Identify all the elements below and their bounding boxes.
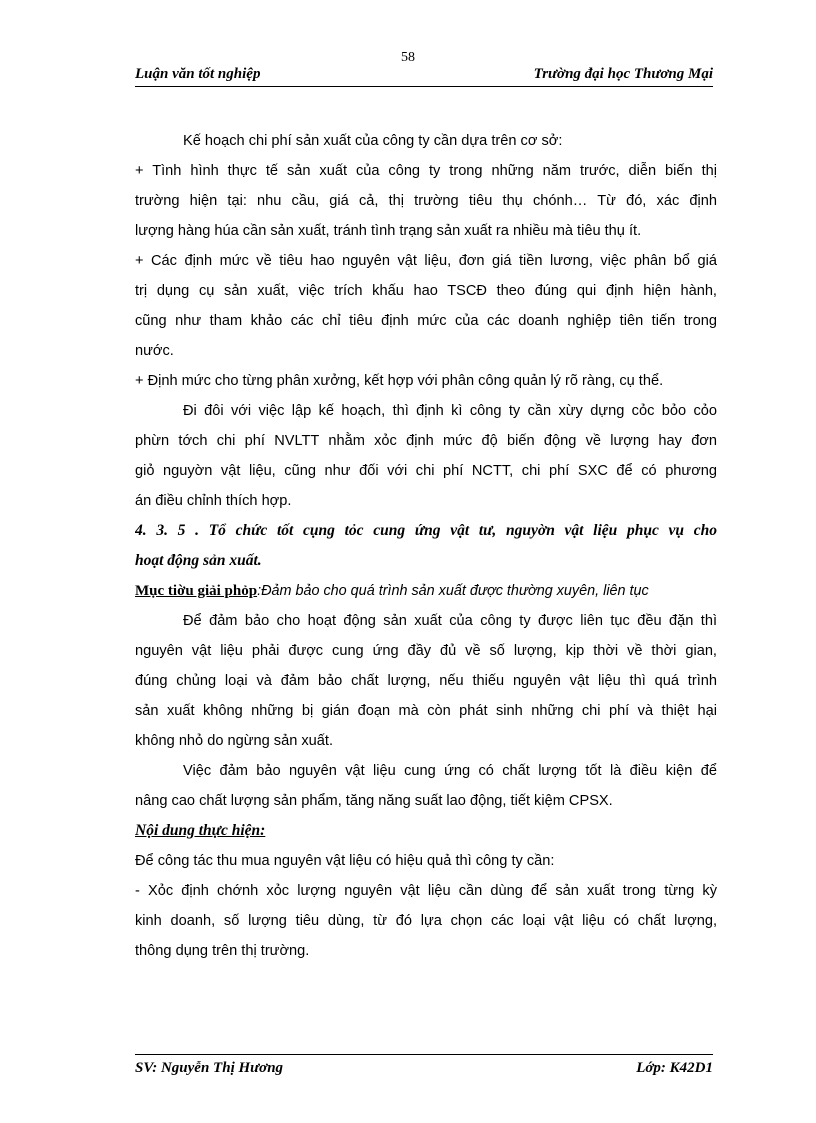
header-university: Trường đại học Thương Mại bbox=[533, 66, 713, 82]
paragraph-line: sản xuất không những bị gián đoạn mà còn phát sinh những chi phí và thiệt hại bbox=[135, 703, 717, 719]
section-label: Nội dung thực hiện: bbox=[135, 822, 266, 839]
paragraph-line: + Định mức cho từng phân xưởng, kết hợp với phân công quản lý rõ ràng, cụ thể. bbox=[135, 373, 664, 389]
paragraph-line: trị dụng cụ sản xuất, việc trích khấu hao TSCĐ theo đúng qui định hiện hành, bbox=[135, 283, 717, 299]
paragraph-line: cũng như tham khảo các chỉ tiêu định mức của các doanh nghiệp tiên tiến trong bbox=[135, 313, 717, 329]
goal-colon: : bbox=[257, 583, 262, 599]
paragraph-line: Việc đảm bảo nguyên vật liệu cung ứng có chất lượng tốt là điều kiện để bbox=[183, 763, 717, 779]
paragraph-line: giỏ nguyờn vật liệu, cũng như đối với chi phí NCTT, chi phí SXC để có phương bbox=[135, 463, 717, 479]
paragraph-line: trường hiện tại: nhu cầu, giá cả, thị trường tiêu thụ chónh… Từ đó, xác định bbox=[135, 193, 717, 209]
paragraph-line: án điều chỉnh thích hợp. bbox=[135, 493, 292, 509]
footer-class: Lớp: K42D1 bbox=[636, 1060, 713, 1076]
paragraph-line: nước. bbox=[135, 343, 174, 359]
paragraph-line: Đi đôi với việc lập kế hoạch, thì định kì công ty cần xừy dựng cỏc bỏo cỏo bbox=[183, 403, 717, 419]
paragraph-line: đúng chủng loại và đảm bảo chất lượng, nếu thiếu nguyên vật liệu thì quá trình bbox=[135, 673, 717, 689]
page-header bbox=[135, 66, 713, 87]
paragraph-line: lượng hàng húa cần sản xuất, tránh tình trạng sản xuất ra nhiều mà tiêu thụ ít. bbox=[135, 223, 642, 239]
paragraph-line: nâng cao chất lượng sản phẩm, tăng năng suất lao động, tiết kiệm CPSX. bbox=[135, 793, 613, 809]
page-footer bbox=[135, 1054, 713, 1079]
paragraph-line: + Các định mức về tiêu hao nguyên vật liệu, đơn giá tiền lương, việc phân bổ giá bbox=[135, 253, 717, 269]
goal-text: Đảm bảo cho quá trình sản xuất được thường xuyên, liên tục bbox=[261, 583, 649, 599]
paragraph-line: không nhỏ do ngừng sản xuất. bbox=[135, 733, 334, 749]
section-heading: hoạt động sản xuất. bbox=[135, 552, 262, 569]
paragraph-line: Để công tác thu mua nguyên vật liệu có hiệu quả thì công ty cần: bbox=[135, 853, 555, 869]
paragraph-line: - Xỏc định chớnh xỏc lượng nguyên vật liệu cần dùng để sản xuất trong từng kỳ bbox=[135, 883, 717, 899]
paragraph-line: thông dụng trên thị trường. bbox=[135, 943, 310, 959]
section-heading: 4. 3. 5 . Tổ chức tốt cụng tỏc cung ứng vật tư, nguyờn vật liệu phục vụ cho bbox=[135, 522, 717, 539]
footer-student-name: SV: Nguyễn Thị Hương bbox=[135, 1060, 284, 1076]
paragraph-line: Để đảm bảo cho hoạt động sản xuất của công ty được liên tục đều đặn thì bbox=[183, 613, 717, 629]
page-number: 58 bbox=[401, 50, 415, 65]
paragraph-line: phừn tớch chi phí NVLTT nhằm xỏc định mức độ biến động về lượng hay đơn bbox=[135, 433, 717, 449]
paragraph-line: Kế hoạch chi phí sản xuất của công ty cần dựa trên cơ sở: bbox=[183, 133, 563, 149]
paragraph-line: nguyên vật liệu phải được cung ứng đầy đủ về số lượng, kịp thời về thời gian, bbox=[135, 643, 717, 659]
header-thesis-title: Luận văn tốt nghiệp bbox=[135, 66, 261, 82]
paragraph-line: kinh doanh, số lượng tiêu dùng, từ đó lựa chọn các loại vật liệu có chất lượng, bbox=[135, 913, 717, 929]
document-body bbox=[135, 126, 717, 966]
paragraph-line: + Tình hình thực tế sản xuất của công ty trong những năm trước, diễn biến thị bbox=[135, 163, 717, 179]
goal-label: Mục tiờu giải phỏp bbox=[135, 583, 258, 599]
goal-line bbox=[135, 576, 717, 606]
